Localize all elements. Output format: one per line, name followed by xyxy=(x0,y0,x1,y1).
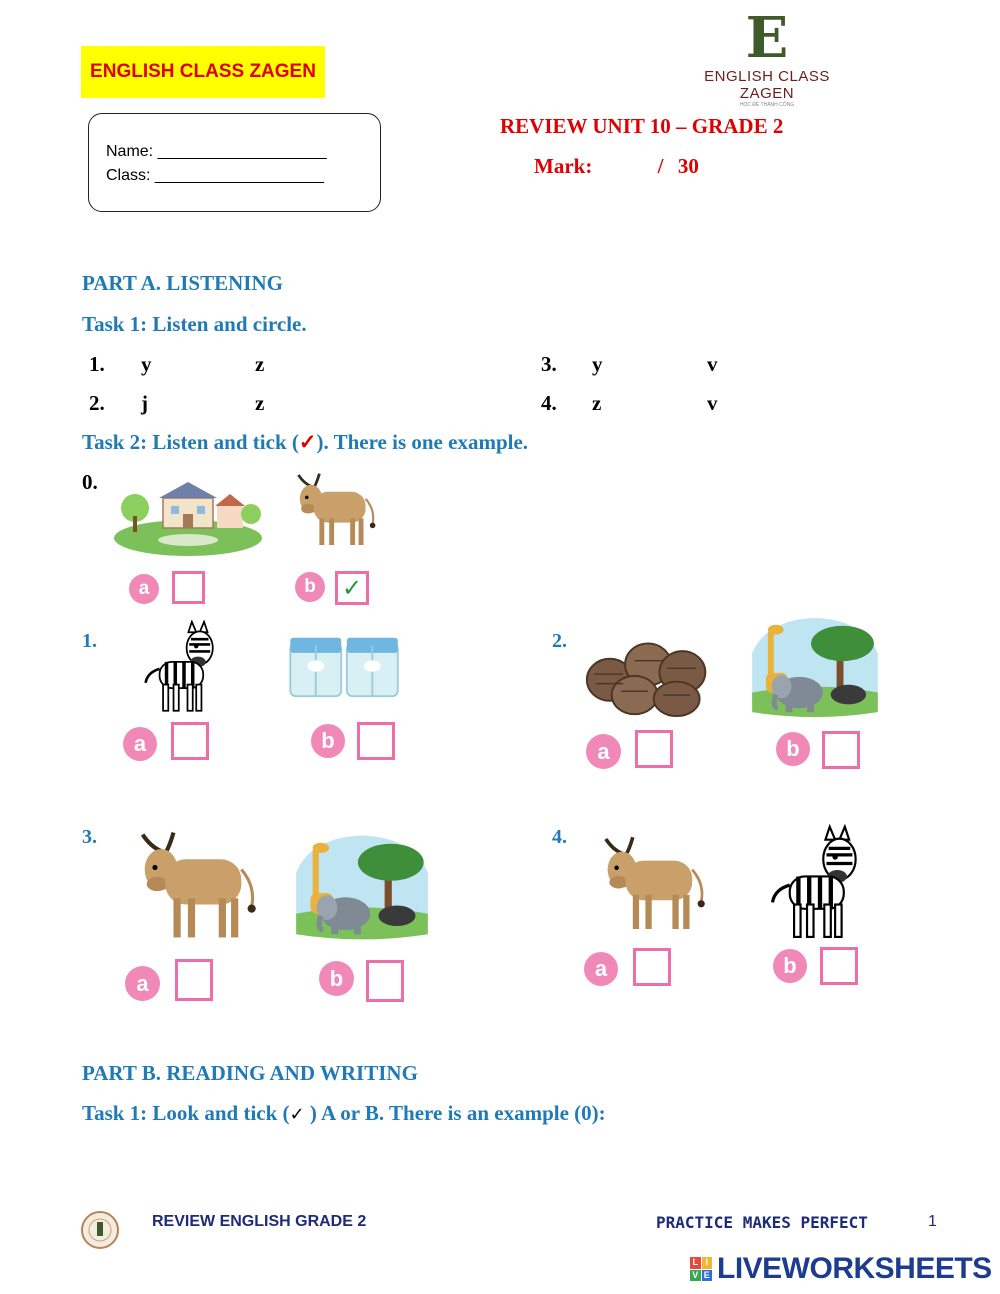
zebra-picture xyxy=(766,824,874,944)
class-field[interactable]: Class: ___________________ xyxy=(106,167,324,184)
page-number: 1 xyxy=(928,1213,937,1230)
lw-icon-letter: L xyxy=(690,1257,701,1269)
task2-heading xyxy=(82,430,528,455)
footer-logo-icon xyxy=(80,1210,120,1250)
part-a-heading: PART A. LISTENING xyxy=(82,271,283,295)
logo-text: ENGLISH CLASS ZAGEN xyxy=(704,68,830,102)
option-a-label: a xyxy=(125,966,160,1001)
task1-item-num: 4. xyxy=(541,391,557,415)
park-picture xyxy=(112,476,264,556)
task2-heading-pre: Task 2: Listen and tick ( xyxy=(82,430,299,454)
option-b-label: b xyxy=(773,949,807,983)
task1-choice[interactable]: v xyxy=(707,352,718,376)
lw-icon-letter: V xyxy=(690,1270,701,1282)
liveworksheets-icon xyxy=(690,1257,712,1281)
option-a-label: a xyxy=(586,734,621,769)
option-b-label: b xyxy=(776,732,810,766)
task1-item-num: 1. xyxy=(89,352,105,376)
checkbox-a[interactable] xyxy=(172,571,205,604)
taro-picture xyxy=(578,632,718,718)
ox-picture xyxy=(280,468,384,552)
task1-choice[interactable]: z xyxy=(255,391,265,415)
checkbox-a[interactable] xyxy=(635,730,673,768)
option-b-label: b xyxy=(319,961,354,996)
check-icon: ✓ xyxy=(341,574,363,602)
option-a-label: a xyxy=(123,727,157,761)
name-field[interactable]: Name: ___________________ xyxy=(106,143,327,160)
footer-right-text: PRACTICE MAKES PERFECT xyxy=(656,1213,868,1232)
ox-picture xyxy=(578,830,720,938)
task1-choice[interactable]: v xyxy=(707,391,718,415)
checkbox-b[interactable] xyxy=(822,731,860,769)
option-b-label: b xyxy=(295,572,325,602)
task1-choice[interactable]: y xyxy=(141,352,152,376)
zebra-picture xyxy=(140,620,228,716)
task1-choice[interactable]: z xyxy=(255,352,265,376)
zoo-picture xyxy=(290,828,434,948)
part-b-task1-pre: Task 1: Look and tick ( xyxy=(82,1101,290,1125)
task1-choice[interactable]: y xyxy=(592,352,603,376)
checkbox-b[interactable] xyxy=(820,947,858,985)
part-b-heading: PART B. READING AND WRITING xyxy=(82,1061,418,1085)
task1-heading: Task 1: Listen and circle. xyxy=(82,312,307,336)
lw-icon-letter: E xyxy=(702,1270,713,1282)
tick-icon: ✓ xyxy=(289,1104,305,1125)
class-logo xyxy=(686,5,848,108)
ox-picture xyxy=(120,824,264,948)
task2-question-num: 2. xyxy=(552,630,567,652)
tick-icon: ✓ xyxy=(298,430,317,454)
option-b-label: b xyxy=(311,724,345,758)
task1-choice[interactable]: j xyxy=(141,391,148,415)
liveworksheets-watermark xyxy=(690,1252,992,1286)
footer-left-text: REVIEW ENGLISH GRADE 2 xyxy=(152,1213,367,1230)
task2-heading-post: ). There is one example. xyxy=(316,430,529,454)
option-a-label: a xyxy=(584,952,618,986)
part-b-task1-post: ) A or B. There is an example (0): xyxy=(304,1101,606,1125)
logo-letter: E xyxy=(745,5,789,71)
zoo-picture xyxy=(744,614,886,722)
lw-icon-letter: I xyxy=(702,1257,713,1269)
task2-question-num: 3. xyxy=(82,826,97,848)
checkbox-b[interactable] xyxy=(357,722,395,760)
liveworksheets-text: LIVEWORKSHEETS xyxy=(717,1252,992,1285)
task2-question-num: 4. xyxy=(552,826,567,848)
checkbox-b-checked[interactable] xyxy=(335,571,369,605)
mark-label: Mark: / 30 xyxy=(534,154,699,178)
checkbox-b[interactable] xyxy=(366,960,404,1002)
part-b-task1-heading xyxy=(82,1101,606,1126)
checkbox-a[interactable] xyxy=(171,722,209,760)
option-a-label: a xyxy=(129,574,159,604)
task1-item-num: 2. xyxy=(89,391,105,415)
task2-question-num: 0. xyxy=(82,470,98,494)
yogurt-picture xyxy=(286,634,404,700)
brand-label: ENGLISH CLASS ZAGEN xyxy=(81,46,325,98)
page-title: REVIEW UNIT 10 – GRADE 2 xyxy=(500,114,784,138)
checkbox-a[interactable] xyxy=(175,959,213,1001)
checkbox-a[interactable] xyxy=(633,948,671,986)
logo-subtext: HỌC ĐỂ THÀNH CÔNG xyxy=(739,102,795,108)
student-info-box xyxy=(88,113,381,212)
task1-item-num: 3. xyxy=(541,352,557,376)
task2-question-num: 1. xyxy=(82,630,97,652)
task1-choice[interactable]: z xyxy=(592,391,602,415)
